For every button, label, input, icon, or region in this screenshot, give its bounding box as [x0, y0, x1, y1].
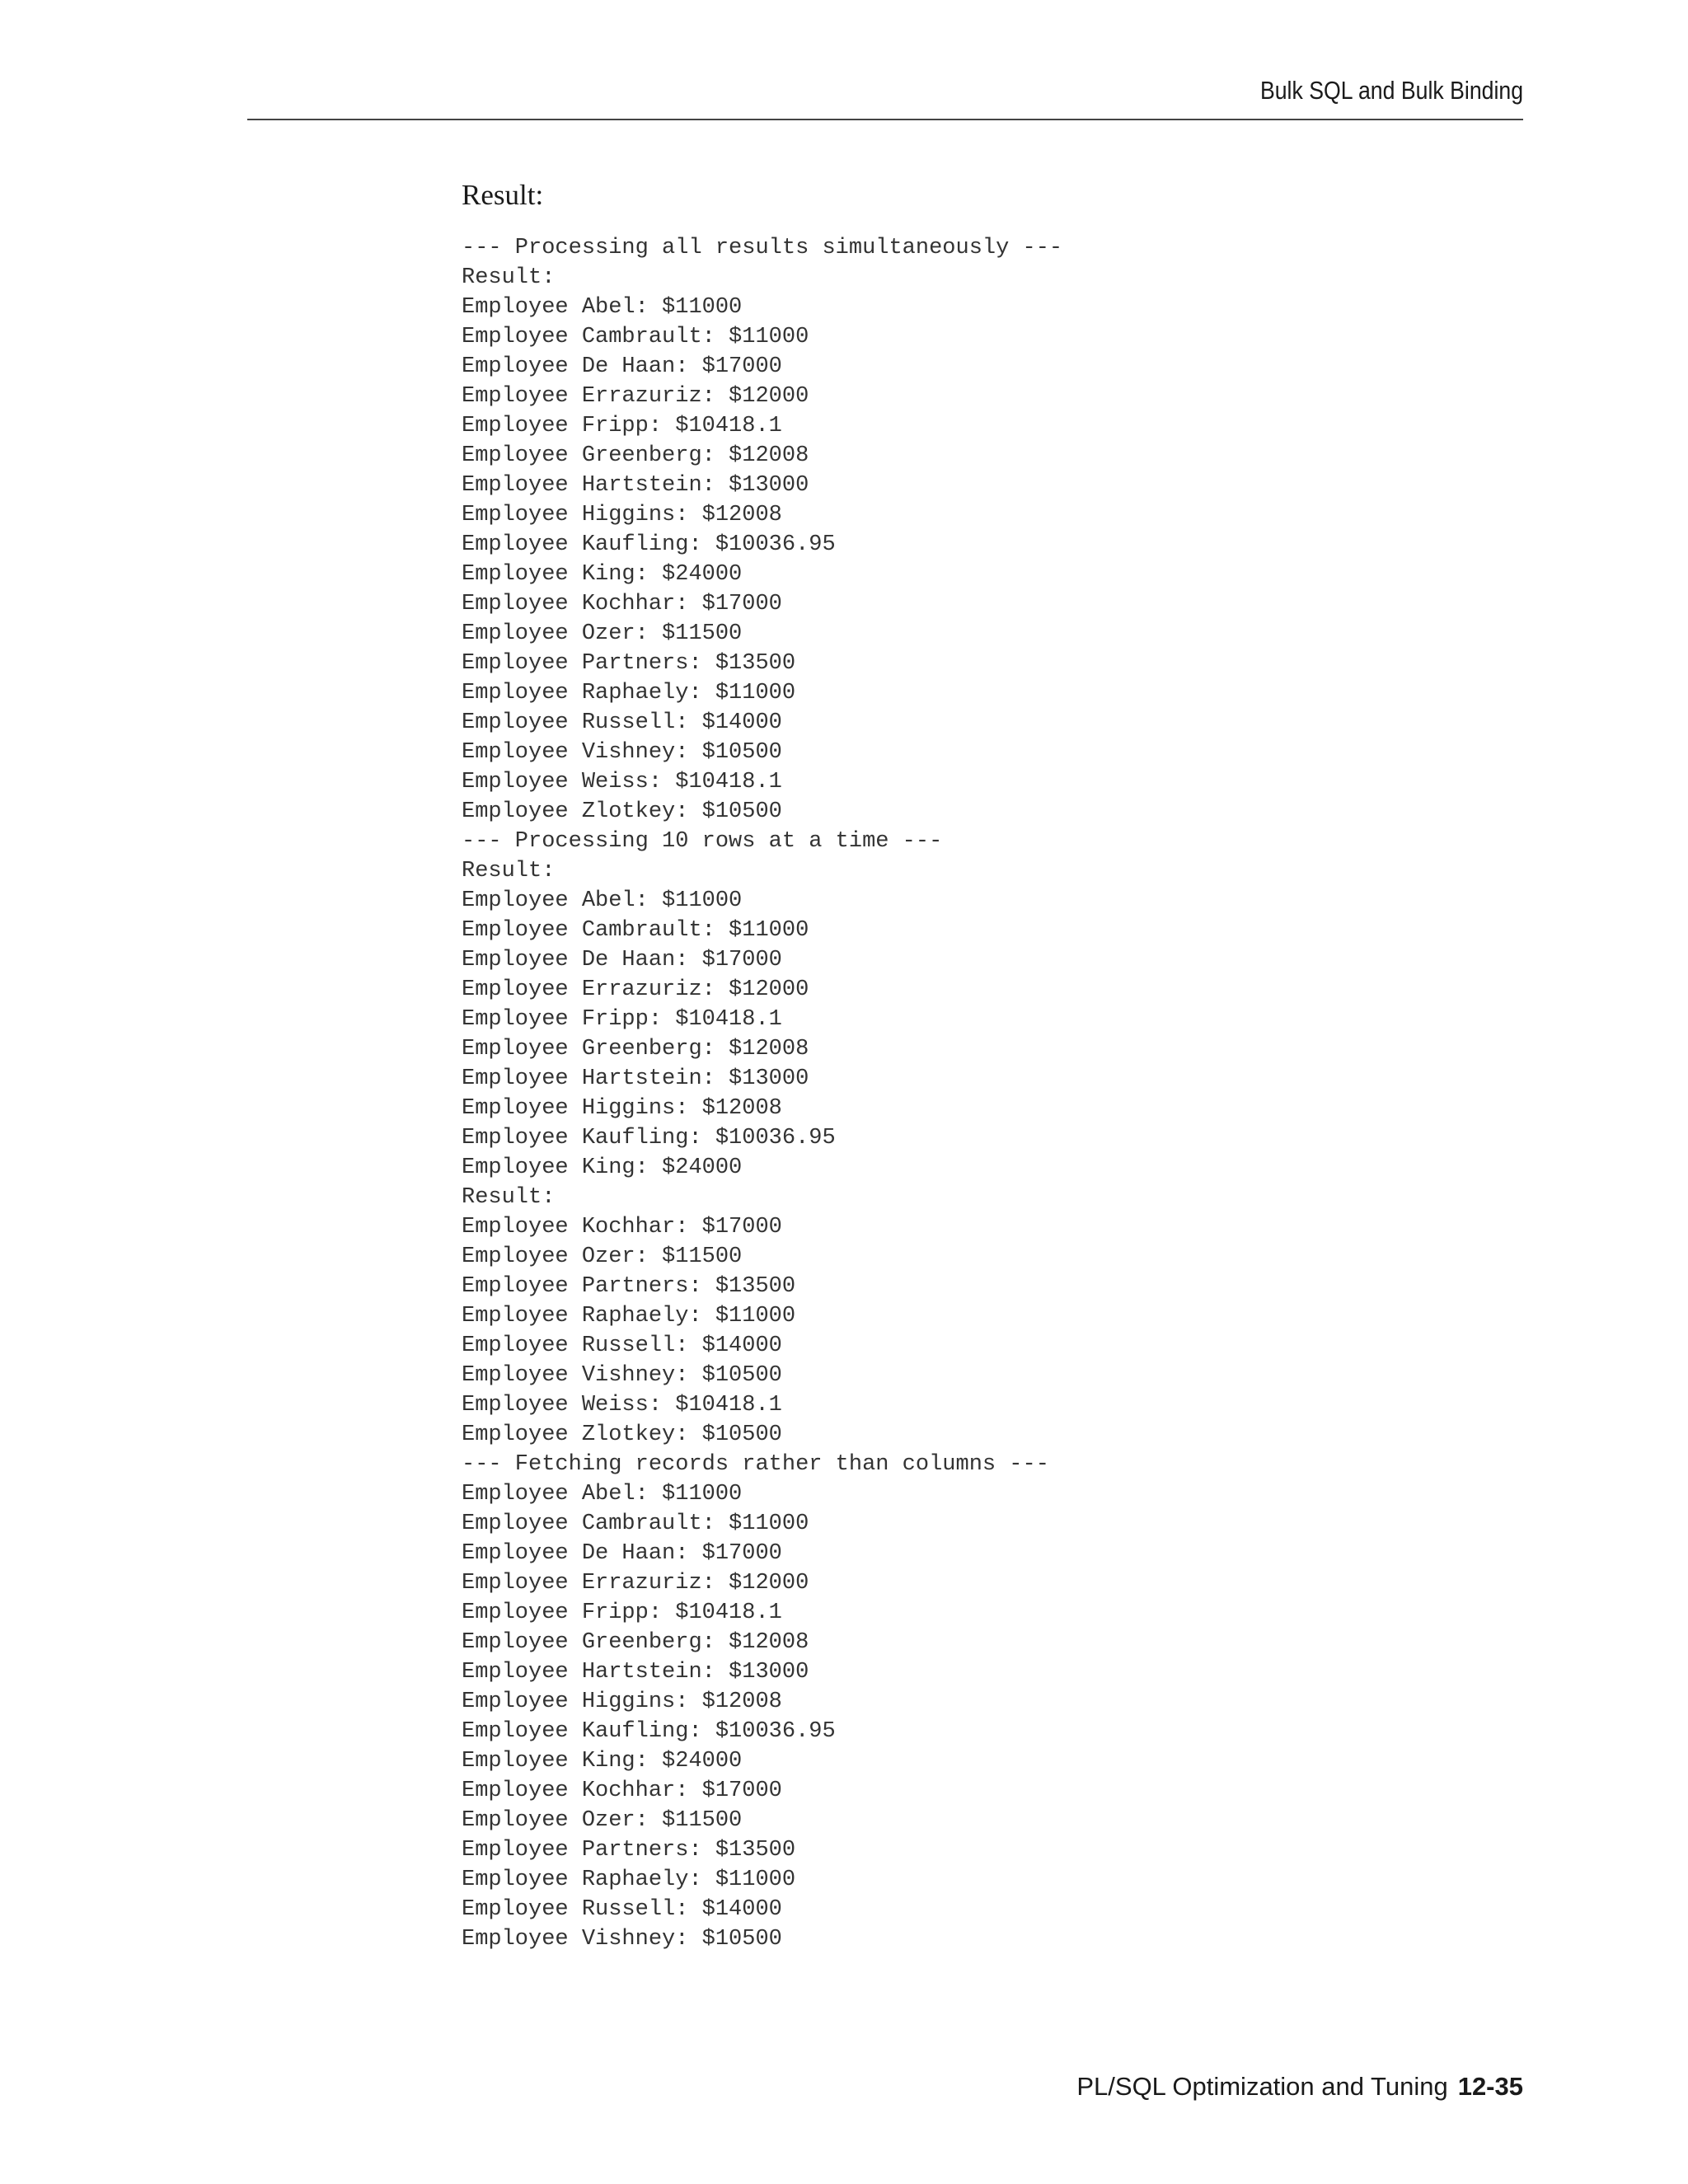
- output-line: Employee Vishney: $10500: [462, 1363, 782, 1388]
- page-number: 12-35: [1457, 2072, 1523, 2101]
- output-line: Employee King: $24000: [462, 1155, 743, 1180]
- output-line: Employee Partners: $13500: [462, 1274, 796, 1299]
- footer-title: PL/SQL Optimization and Tuning: [1076, 2072, 1448, 2101]
- output-line: Employee Cambrault: $11000: [462, 325, 809, 349]
- output-line: Employee Greenberg: $12008: [462, 1630, 809, 1655]
- code-output-block: [462, 233, 1062, 1954]
- output-line: Employee Greenberg: $12008: [462, 443, 809, 468]
- output-line: --- Processing all results simultaneously ---: [462, 236, 1063, 260]
- output-line: Employee King: $24000: [462, 1749, 743, 1774]
- output-line: Employee King: $24000: [462, 562, 743, 587]
- output-line: Employee Kochhar: $17000: [462, 1779, 782, 1803]
- output-line: Employee Cambrault: $11000: [462, 1511, 809, 1536]
- output-line: Employee De Haan: $17000: [462, 948, 782, 972]
- output-line: Employee Raphaely: $11000: [462, 1304, 796, 1329]
- output-line: Employee Zlotkey: $10500: [462, 1422, 782, 1447]
- output-line: Employee Hartstein: $13000: [462, 473, 809, 498]
- output-line: Result:: [462, 859, 556, 883]
- output-line: Employee Abel: $11000: [462, 888, 743, 913]
- output-line: Employee Kaufling: $10036.95: [462, 1126, 836, 1151]
- output-line: Employee Russell: $14000: [462, 1897, 782, 1922]
- output-line: Employee Abel: $11000: [462, 295, 743, 320]
- running-header: [247, 66, 1523, 120]
- output-line: Employee Cambrault: $11000: [462, 918, 809, 943]
- output-line: Employee Higgins: $12008: [462, 1096, 782, 1121]
- output-line: Result:: [462, 265, 556, 290]
- output-line: Employee De Haan: $17000: [462, 1541, 782, 1566]
- output-line: Employee Higgins: $12008: [462, 1690, 782, 1714]
- result-heading: Result:: [462, 179, 544, 211]
- output-line: Employee Ozer: $11500: [462, 621, 743, 646]
- output-line: Employee Errazuriz: $12000: [462, 1571, 809, 1596]
- output-line: Employee Kaufling: $10036.95: [462, 1719, 836, 1744]
- output-line: Employee Vishney: $10500: [462, 740, 782, 765]
- output-line: Employee Ozer: $11500: [462, 1244, 743, 1269]
- output-line: Result:: [462, 1185, 556, 1210]
- output-line: Employee Errazuriz: $12000: [462, 384, 809, 409]
- output-line: Employee Russell: $14000: [462, 1333, 782, 1358]
- output-line: Employee Weiss: $10418.1: [462, 1393, 782, 1418]
- output-line: Employee Weiss: $10418.1: [462, 770, 782, 794]
- output-line: Employee Partners: $13500: [462, 651, 796, 676]
- output-line: Employee Raphaely: $11000: [462, 681, 796, 705]
- header-title: Bulk SQL and Bulk Binding: [1259, 76, 1523, 105]
- output-line: Employee Fripp: $10418.1: [462, 1601, 782, 1625]
- output-line: Employee Partners: $13500: [462, 1838, 796, 1863]
- output-line: Employee Abel: $11000: [462, 1482, 743, 1507]
- output-line: Employee Fripp: $10418.1: [462, 1007, 782, 1032]
- output-line: Employee Kaufling: $10036.95: [462, 532, 836, 557]
- output-line: Employee Raphaely: $11000: [462, 1868, 796, 1892]
- output-line: Employee Hartstein: $13000: [462, 1066, 809, 1091]
- output-line: Employee Fripp: $10418.1: [462, 414, 782, 438]
- output-line: Employee Ozer: $11500: [462, 1808, 743, 1833]
- output-line: Employee Hartstein: $13000: [462, 1660, 809, 1685]
- output-line: Employee Russell: $14000: [462, 710, 782, 735]
- output-line: --- Processing 10 rows at a time ---: [462, 829, 943, 854]
- page-footer: [1076, 2070, 1523, 2103]
- output-line: Employee Zlotkey: $10500: [462, 799, 782, 824]
- output-line: Employee Kochhar: $17000: [462, 592, 782, 616]
- output-line: Employee Errazuriz: $12000: [462, 977, 809, 1002]
- output-line: Employee Higgins: $12008: [462, 503, 782, 527]
- output-line: Employee Greenberg: $12008: [462, 1037, 809, 1062]
- output-line: Employee Vishney: $10500: [462, 1927, 782, 1952]
- output-line: Employee De Haan: $17000: [462, 354, 782, 379]
- output-line: --- Fetching records rather than columns ---: [462, 1452, 1049, 1477]
- output-line: Employee Kochhar: $17000: [462, 1215, 782, 1240]
